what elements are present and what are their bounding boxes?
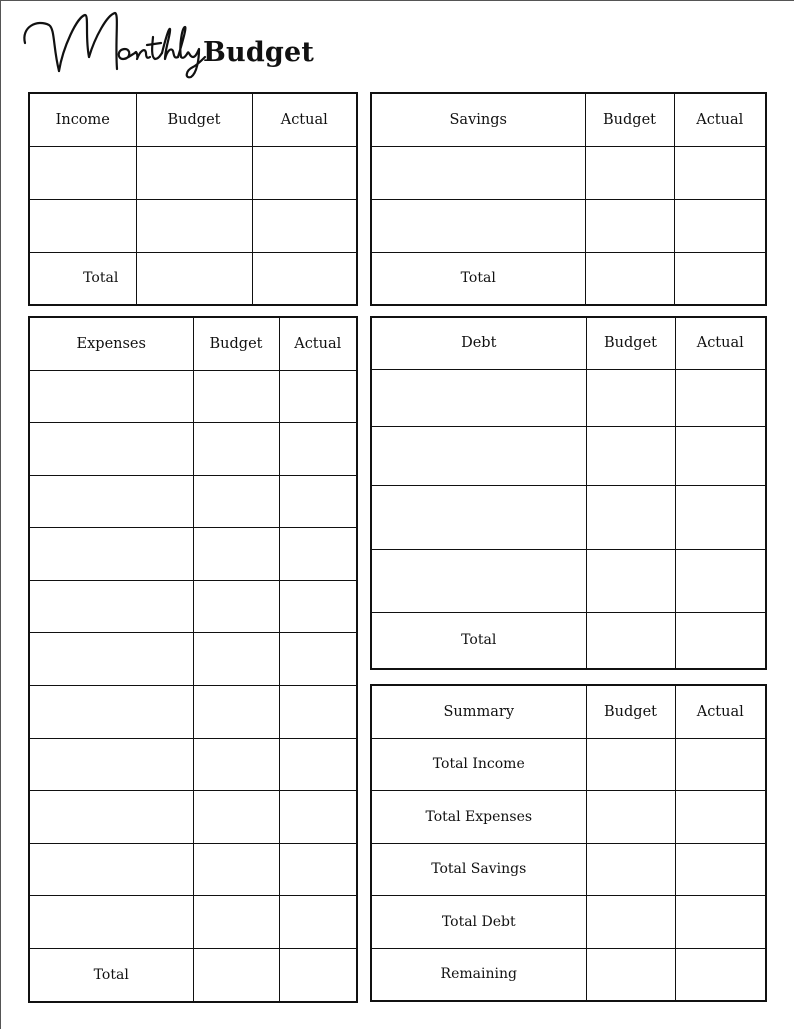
- summary-actual-column-header: Actual: [675, 685, 766, 738]
- debt-item-cell[interactable]: [371, 485, 586, 549]
- debt-row: [371, 426, 766, 485]
- savings-table: [370, 92, 767, 306]
- summary-total-income-label: Total Income: [371, 738, 586, 791]
- debt-row: [371, 485, 766, 549]
- income-item-cell[interactable]: [29, 146, 136, 199]
- summary-header-row: [371, 685, 766, 738]
- expenses-row: [29, 475, 357, 528]
- expenses-budget-cell[interactable]: [193, 896, 279, 949]
- summary-actual-cell[interactable]: [675, 948, 766, 1001]
- summary-total-savings-label: Total Savings: [371, 843, 586, 896]
- savings-actual-cell[interactable]: [674, 146, 766, 199]
- expenses-item-cell[interactable]: [29, 370, 193, 423]
- summary-table: [370, 684, 767, 1002]
- debt-total-actual-cell[interactable]: [675, 612, 766, 669]
- expenses-item-cell[interactable]: [29, 633, 193, 686]
- debt-actual-cell[interactable]: [675, 549, 766, 612]
- expenses-actual-cell[interactable]: [279, 528, 357, 581]
- savings-row: [371, 146, 766, 199]
- expenses-actual-cell[interactable]: [279, 580, 357, 633]
- debt-item-cell[interactable]: [371, 549, 586, 612]
- income-total-actual-cell[interactable]: [252, 252, 357, 305]
- savings-budget-cell[interactable]: [585, 199, 674, 252]
- expenses-item-cell[interactable]: [29, 843, 193, 896]
- expenses-row: [29, 896, 357, 949]
- expenses-actual-cell[interactable]: [279, 738, 357, 791]
- savings-header-row: [371, 93, 766, 146]
- debt-row: [371, 549, 766, 612]
- income-actual-cell[interactable]: [252, 146, 357, 199]
- debt-column-header: Debt: [371, 317, 586, 369]
- savings-column-header: Savings: [371, 93, 585, 146]
- savings-item-cell[interactable]: [371, 199, 585, 252]
- expenses-row: [29, 738, 357, 791]
- debt-header-row: [371, 317, 766, 369]
- debt-budget-cell[interactable]: [586, 485, 675, 549]
- savings-item-cell[interactable]: [371, 146, 585, 199]
- income-budget-cell[interactable]: [136, 199, 252, 252]
- income-item-cell[interactable]: [29, 199, 136, 252]
- debt-total-budget-cell[interactable]: [586, 612, 675, 669]
- summary-row: [371, 896, 766, 949]
- expenses-table: [28, 316, 358, 1003]
- expenses-budget-cell[interactable]: [193, 791, 279, 844]
- income-total-row: [29, 252, 357, 305]
- income-budget-cell[interactable]: [136, 146, 252, 199]
- savings-total-row: [371, 252, 766, 305]
- expenses-actual-column-header: Actual: [279, 317, 357, 370]
- debt-item-cell[interactable]: [371, 369, 586, 426]
- expenses-header-row: [29, 317, 357, 370]
- summary-total-debt-label: Total Debt: [371, 896, 586, 949]
- expenses-row: [29, 370, 357, 423]
- summary-total-expenses-label: Total Expenses: [371, 791, 586, 844]
- income-table: [28, 92, 358, 306]
- debt-table: [370, 316, 767, 670]
- debt-total-row: [371, 612, 766, 669]
- debt-budget-cell[interactable]: [586, 369, 675, 426]
- expenses-row: [29, 528, 357, 581]
- budget-heading-word: Budget: [203, 37, 315, 68]
- debt-actual-column-header: Actual: [675, 317, 766, 369]
- savings-budget-cell[interactable]: [585, 146, 674, 199]
- income-total-budget-cell[interactable]: [136, 252, 252, 305]
- savings-budget-column-header: Budget: [585, 93, 674, 146]
- expenses-budget-column-header: Budget: [193, 317, 279, 370]
- summary-budget-cell[interactable]: [586, 948, 675, 1001]
- summary-actual-cell[interactable]: [675, 791, 766, 844]
- expenses-actual-cell[interactable]: [279, 686, 357, 739]
- summary-budget-column-header: Budget: [586, 685, 675, 738]
- income-total-label: Total: [29, 252, 136, 305]
- debt-actual-cell[interactable]: [675, 426, 766, 485]
- expenses-item-cell[interactable]: [29, 896, 193, 949]
- summary-budget-cell[interactable]: [586, 843, 675, 896]
- expenses-budget-cell[interactable]: [193, 633, 279, 686]
- expenses-actual-cell[interactable]: [279, 475, 357, 528]
- debt-actual-cell[interactable]: [675, 369, 766, 426]
- summary-remaining-label: Remaining: [371, 948, 586, 1001]
- expenses-row: [29, 423, 357, 476]
- income-header-row: [29, 93, 357, 146]
- monthly-script-lettering: [19, 7, 209, 83]
- expenses-item-cell[interactable]: [29, 686, 193, 739]
- expenses-budget-cell[interactable]: [193, 686, 279, 739]
- expenses-row: [29, 791, 357, 844]
- expenses-budget-cell[interactable]: [193, 528, 279, 581]
- expenses-row: [29, 580, 357, 633]
- expenses-budget-cell[interactable]: [193, 423, 279, 476]
- expenses-item-cell[interactable]: [29, 528, 193, 581]
- debt-budget-column-header: Budget: [586, 317, 675, 369]
- expenses-column-header: Expenses: [29, 317, 193, 370]
- expenses-actual-cell[interactable]: [279, 791, 357, 844]
- summary-actual-cell[interactable]: [675, 843, 766, 896]
- expenses-budget-cell[interactable]: [193, 370, 279, 423]
- expenses-item-cell[interactable]: [29, 423, 193, 476]
- summary-row: [371, 948, 766, 1001]
- expenses-item-cell[interactable]: [29, 580, 193, 633]
- income-row: [29, 146, 357, 199]
- summary-budget-cell[interactable]: [586, 896, 675, 949]
- expenses-actual-cell[interactable]: [279, 843, 357, 896]
- summary-row: [371, 791, 766, 844]
- savings-actual-cell[interactable]: [674, 199, 766, 252]
- summary-budget-cell[interactable]: [586, 791, 675, 844]
- expenses-item-cell[interactable]: [29, 738, 193, 791]
- expenses-total-budget-cell[interactable]: [193, 949, 279, 1002]
- expenses-total-actual-cell[interactable]: [279, 949, 357, 1002]
- savings-row: [371, 199, 766, 252]
- debt-budget-cell[interactable]: [586, 426, 675, 485]
- debt-actual-cell[interactable]: [675, 485, 766, 549]
- savings-total-budget-cell[interactable]: [585, 252, 674, 305]
- expenses-budget-cell[interactable]: [193, 843, 279, 896]
- expenses-actual-cell[interactable]: [279, 423, 357, 476]
- summary-column-header: Summary: [371, 685, 586, 738]
- income-actual-column-header: Actual: [252, 93, 357, 146]
- savings-total-actual-cell[interactable]: [674, 252, 766, 305]
- income-column-header: Income: [29, 93, 136, 146]
- expenses-item-cell[interactable]: [29, 475, 193, 528]
- savings-total-label: Total: [371, 252, 585, 305]
- summary-row: [371, 738, 766, 791]
- expenses-item-cell[interactable]: [29, 791, 193, 844]
- debt-item-cell[interactable]: [371, 426, 586, 485]
- debt-row: [371, 369, 766, 426]
- savings-actual-column-header: Actual: [674, 93, 766, 146]
- income-row: [29, 199, 357, 252]
- debt-budget-cell[interactable]: [586, 549, 675, 612]
- summary-row: [371, 843, 766, 896]
- page-title: [19, 7, 339, 83]
- expenses-total-label: Total: [29, 949, 193, 1002]
- expenses-budget-cell[interactable]: [193, 475, 279, 528]
- expenses-total-row: [29, 949, 357, 1002]
- summary-actual-cell[interactable]: [675, 896, 766, 949]
- income-budget-column-header: Budget: [136, 93, 252, 146]
- expenses-row: [29, 843, 357, 896]
- expenses-actual-cell[interactable]: [279, 370, 357, 423]
- expenses-budget-cell[interactable]: [193, 580, 279, 633]
- debt-total-label: Total: [371, 612, 586, 669]
- income-actual-cell[interactable]: [252, 199, 357, 252]
- summary-budget-cell[interactable]: [586, 738, 675, 791]
- summary-actual-cell[interactable]: [675, 738, 766, 791]
- expenses-budget-cell[interactable]: [193, 738, 279, 791]
- expenses-actual-cell[interactable]: [279, 633, 357, 686]
- expenses-row: [29, 686, 357, 739]
- expenses-actual-cell[interactable]: [279, 896, 357, 949]
- expenses-row: [29, 633, 357, 686]
